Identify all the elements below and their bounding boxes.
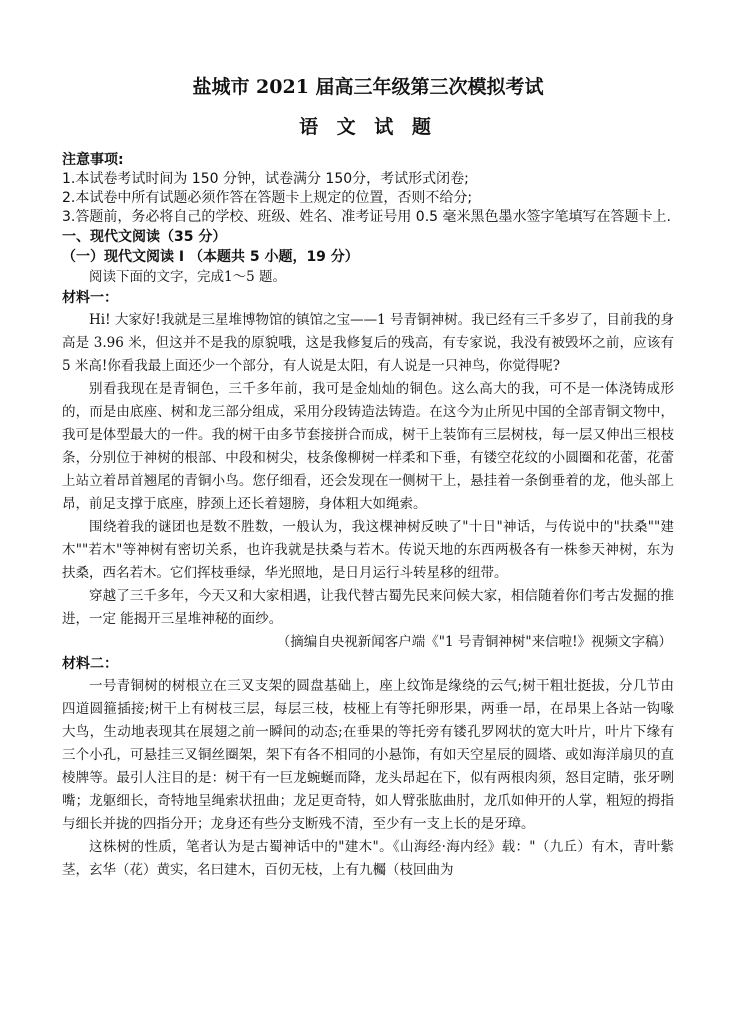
material-one xyxy=(62,288,674,654)
reading-instruction: 阅读下面的文字，完成1～5 题。 xyxy=(89,269,286,285)
exam-page xyxy=(62,74,674,882)
material-one-paragraph-2: 别看我现在是青铜色，三千多年前，我可是金灿灿的铜色。这么高大的我，可不是一体浇铸成形的，而是由底座、树和龙三部分组成，采用分段铸造法铸造。在这今为止所见中国的全部青铜文物中，我可是体型最大的一件。我的树干由多节套接拼合而成，树干上装饰有三层树枝，每一层又伸出三根枝条，分别位于神树的根部、中段和树尖，枝条像柳树一样柔和下垂，有镂空花纹的小圆圈和花蕾，花蕾上站立着昂首翘尾的青铜小鸟。您仔细看，还会发现在一侧树干上，悬挂着一条倒垂着的龙，他头部上昂，前足支撑于底座，脖颈上还长着翅膀，身体粗大如绳索。 xyxy=(62,381,674,512)
notice-block xyxy=(62,150,674,227)
material-two xyxy=(62,654,674,882)
material-one-paragraph-4: 穿越了三千多年，今天又和大家相遇，让我代替古蜀先民来问候大家，相信随着你们考古发掘的推进，一定 能揭开三星堆神秘的面纱。 xyxy=(62,588,674,627)
material-two-heading: 材料二： xyxy=(62,656,118,672)
material-two-paragraph-2: 这株树的性质，笔者认为是古蜀神话中的"建木"。《山海经·海内经》载："（九丘）有木，青叶紫茎，玄华（花）黄实，名曰建木，百仞无枝，上有九欘（枝回曲为 xyxy=(62,839,674,878)
exam-subtitle: 语 文 试 题 xyxy=(299,116,437,138)
section-heading: 一、现代文阅读（35 分） xyxy=(62,229,227,245)
material-one-source: （摘编自央视新闻客户端《"1 号青铜神树"来信啦!》视频文字稿） xyxy=(276,634,672,650)
notice-item-1: 1.本试卷考试时间为 150 分钟，试卷满分 150分，考试形式闭卷; xyxy=(62,171,469,187)
material-one-paragraph-3: 围绕着我的谜团也是数不胜数，一般认为，我这棵神树反映了"十日"神话，与传说中的"扶桑""建木""若木"等神树有密切关系，也许我就是扶桑与若木。传说天地的东西两极各有一株参天神树，东为扶桑，西名若木。它们挥枝垂绿，华光照地，是日月运行斗转星移的纽带。 xyxy=(62,519,674,581)
subsection-heading: （一）现代文阅读 Ⅰ （本题共 5 小题，19 分） xyxy=(62,249,359,265)
material-two-paragraph-1: 一号青铜树的树根立在三叉支架的圆盘基础上，座上纹饰是缘绕的云气;树干粗壮挺拔，分几节由四道圆箍插接;树干上有树枝三层，每层三枝，枝桠上有等托卵形果，两垂一昂，在昂果上各站一钩喙大鸟，生动地表现其在展翅之前一瞬间的动态;在垂果的等托旁有镂孔罗网状的宽大叶片，叶片下缘有三个小孔，可悬挂三叉铜丝圈架，架下有各不相同的小悬饰，有如天空星辰的圆塔、或如海洋扇贝的直棱牌等。最引人注目的是：树干有一巨龙蜿蜒而降，龙头昂起在下，似有两根肉须，怒目定睛，张牙咧嘴；龙躯细长，奇特地呈绳索状扭曲；龙足更奇特，如人臂张肱曲肘，龙爪如伸开的人掌，粗短的拇指与细长并拢的四指分开；龙身还有些分支断残不清，至少有一支上长的是牙璋。 xyxy=(62,678,674,832)
notice-item-3: 3.答题前，务必将自己的学校、班级、姓名、准考证号用 0.5 毫米黑色墨水签字笔填写在答题卡上. xyxy=(62,209,671,225)
material-one-paragraph-1: Hi! 大家好!我就是三星堆博物馆的镇馆之宝——1 号青铜神树。我已经有三千多岁了，目前我的身高是 3.96 米，但这并不是我的原貌哦，这是我修复后的残高，有专家说，我没有被毁坏之前，应该有 5 米高!你看我最上面还少一个部分，有人说是太阳，有人说是一只神鸟，你觉得呢? xyxy=(62,312,674,374)
material-one-heading: 材料一： xyxy=(62,290,118,306)
notice-item-2: 2.本试卷中所有试题必须作答在答题卡上规定的位置，否则不给分; xyxy=(62,190,473,206)
notice-heading: 注意事项: xyxy=(62,152,124,168)
exam-title: 盐城市 2021 届高三年级第三次模拟考试 xyxy=(192,76,544,98)
